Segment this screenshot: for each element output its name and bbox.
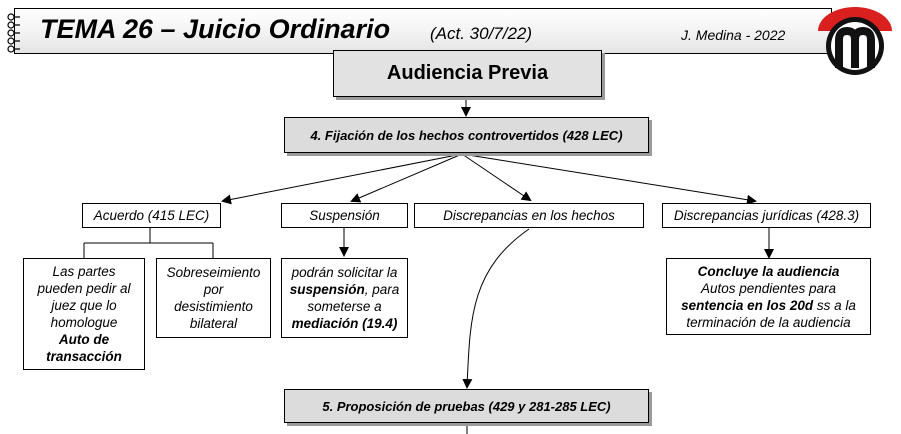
author-label: J. Medina - 2022 <box>681 27 786 43</box>
sobreseimiento-box <box>156 258 271 338</box>
partes-line-5: Auto de <box>58 332 110 347</box>
susp-line-1: podrán solicitar la <box>291 265 398 280</box>
conc-line-1: Concluye la audiencia <box>697 263 840 279</box>
partes-line-3: juez que lo <box>51 298 117 313</box>
partes-line-4: homologue <box>50 315 118 330</box>
partes-line-6: transacción <box>46 349 122 364</box>
suspension-detalle-box <box>281 258 408 338</box>
sobre-line-2: por <box>203 282 224 297</box>
acuerdo-box: Acuerdo (415 LEC) <box>82 203 221 228</box>
fijacion-hechos-box: 4. Fijación de los hechos controvertidos (428 LEC) <box>284 117 649 153</box>
conc-line-3-rest: ss a la <box>813 297 856 313</box>
update-date: (Act. 30/7/22) <box>430 24 533 43</box>
partes-homologacion-box <box>23 258 145 370</box>
concluye-audiencia-box <box>666 258 871 335</box>
susp-line-2-rest: , para <box>364 282 400 297</box>
partes-line-1: Las partes <box>52 264 116 279</box>
proposicion-pruebas-box: 5. Proposición de pruebas (429 y 281-285 LEC) <box>284 389 649 423</box>
discrepancias-hechos-box: Discrepancias en los hechos <box>414 203 644 228</box>
sobre-line-3: desistimiento <box>174 299 253 314</box>
susp-suspension-bold: suspensión <box>289 282 365 297</box>
conc-line-4: terminación de la audiencia <box>686 314 851 330</box>
page-title: TEMA 26 – Juicio Ordinario <box>40 14 391 44</box>
suspension-box: Suspensión <box>281 203 408 228</box>
partes-line-2: pueden pedir al <box>37 281 131 296</box>
susp-line-2 <box>290 281 400 298</box>
discrepancias-juridicas-box: Discrepancias jurídicas (428.3) <box>662 203 871 228</box>
audiencia-previa-box: Audiencia Previa <box>333 50 602 97</box>
conc-line-2: Autos pendientes para <box>700 280 837 296</box>
susp-line-4: mediación (19.4) <box>291 316 398 331</box>
susp-line-3: someterse a <box>307 299 382 314</box>
sobre-line-4: bilateral <box>189 316 238 331</box>
conc-line-3 <box>681 297 856 314</box>
conc-sentencia-bold: sentencia en los 20d <box>681 297 814 313</box>
sobre-line-1: Sobreseimiento <box>166 265 261 280</box>
